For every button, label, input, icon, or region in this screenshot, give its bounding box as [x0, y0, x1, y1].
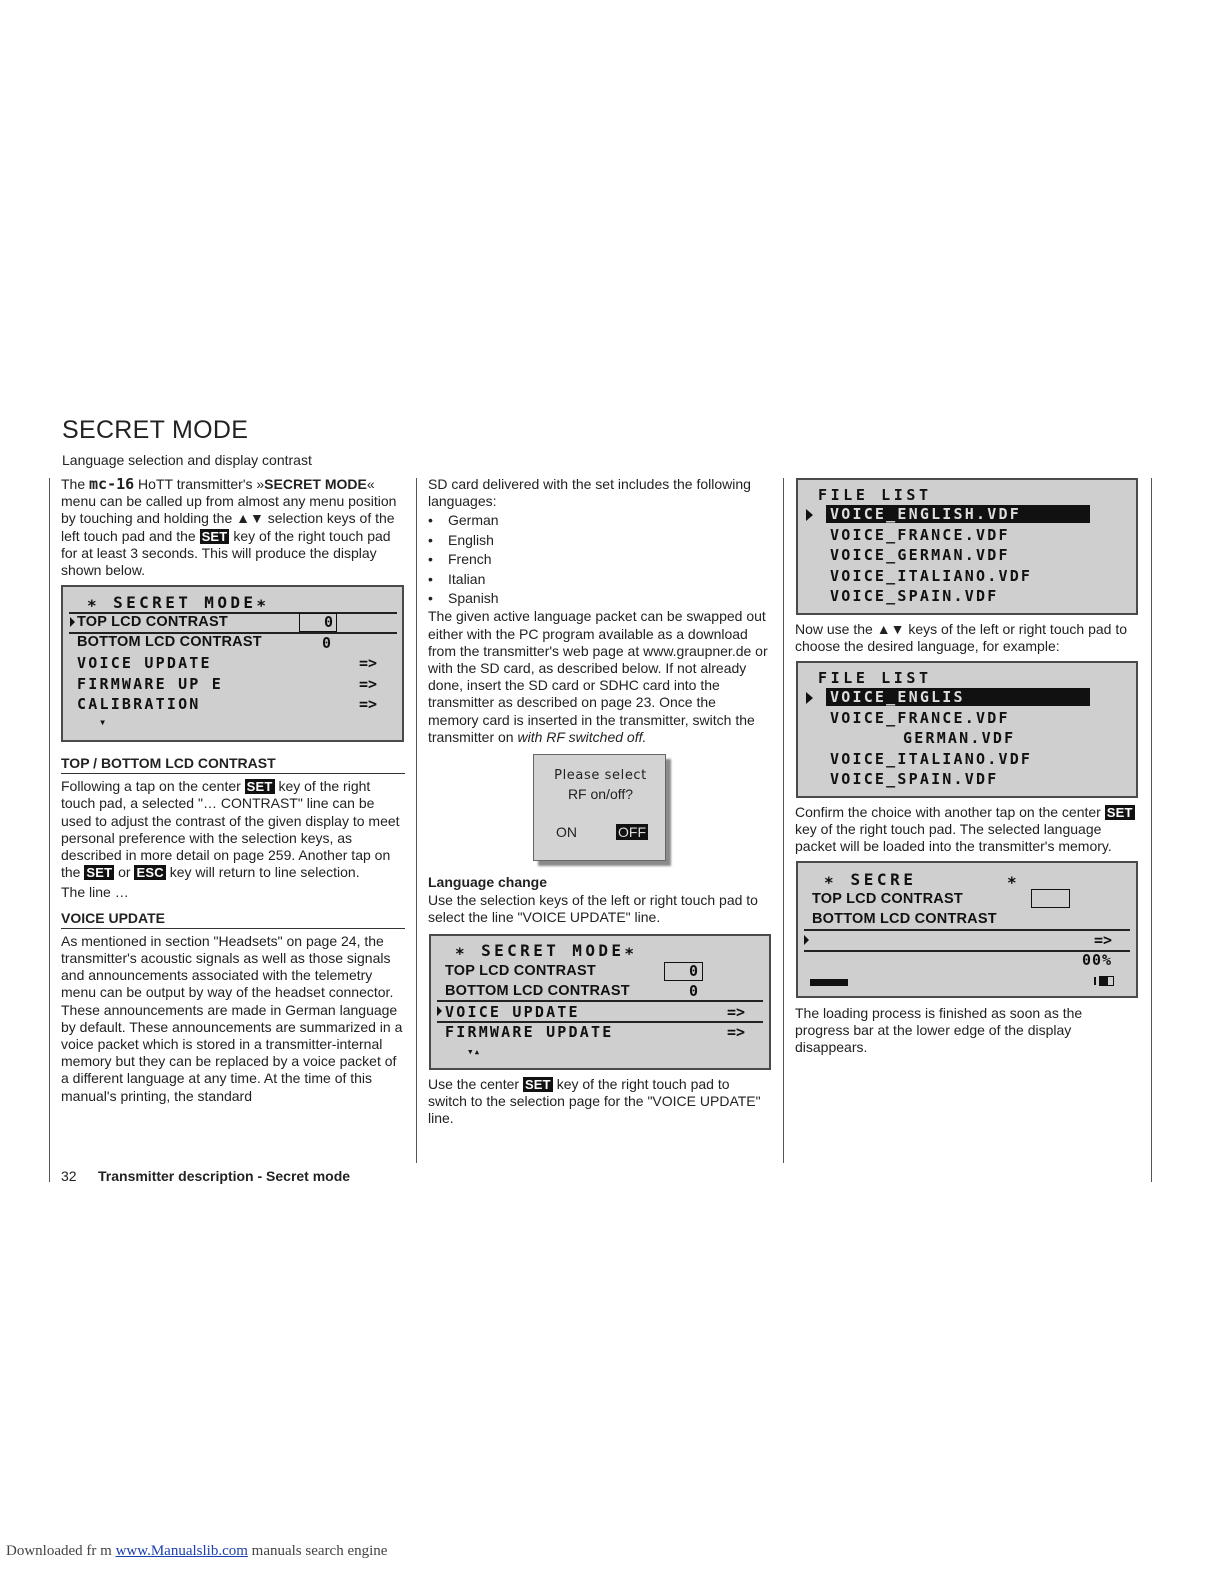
file-item-selected[interactable]: VOICE_ENGLIS: [826, 688, 1090, 706]
progress-bar-track: [810, 979, 1060, 986]
list-item: • English: [428, 531, 770, 550]
set-key: SET: [86, 865, 113, 881]
set-key: SET: [246, 779, 273, 795]
file-item[interactable]: VOICE_GERMAN.VDF: [830, 546, 1010, 564]
heading-language-change: Language change: [428, 874, 548, 890]
column-3-upper: [795, 621, 1140, 656]
bottom-contrast-value: 0: [322, 634, 332, 652]
dialog-line-1: Please select: [554, 768, 647, 783]
file-cursor-icon: [806, 509, 813, 521]
file-item-selected[interactable]: VOICE_ENGLISH.VDF: [826, 505, 1090, 523]
sd-card-paragraph: SD card delivered with the set includes the following languages:: [428, 476, 751, 510]
lcd-row-voice-update[interactable]: VOICE UPDATE: [77, 654, 212, 672]
bottom-contrast-value: 0: [689, 982, 699, 1000]
file-item[interactable]: GERMAN.VDF: [903, 729, 1016, 747]
lcd-title: ∗ SECRE: [824, 870, 917, 889]
download-notice: Downloaded fr m www.Manualslib.com manuals search engine: [6, 1543, 388, 1559]
rf-select-dialog: [533, 754, 666, 861]
list-item: • Spanish: [428, 589, 770, 608]
column-3-middle: [795, 804, 1140, 857]
voice-update-arrow: =>: [727, 1003, 746, 1021]
page-number: 32: [61, 1168, 77, 1184]
column-divider-left: [49, 478, 50, 1182]
lcd-row-bottom-contrast[interactable]: BOTTOM LCD CONTRAST: [77, 634, 262, 650]
column-2-middle: [428, 874, 770, 928]
column-divider-right: [1151, 478, 1152, 1182]
firmware-update-arrow: =>: [727, 1023, 746, 1041]
column-divider-1: [416, 478, 417, 1163]
voice-update-select-paragraph: Use the center SET key of the right touch pad to switch to the selection page for the "VOICE UPDATE" line.: [428, 1076, 761, 1127]
file-item[interactable]: VOICE_SPAIN.VDF: [830, 770, 999, 788]
voice-update-arrow: =>: [359, 654, 378, 672]
top-contrast-value: 0: [689, 962, 699, 980]
lcd-row-firmware-update[interactable]: FIRMWARE UPDATE: [445, 1023, 614, 1041]
top-contrast-value: 0: [324, 613, 334, 631]
list-item: • German: [428, 511, 770, 530]
file-item[interactable]: VOICE_FRANCE.VDF: [830, 709, 1010, 727]
lcd-divider: [437, 1000, 763, 1002]
column-divider-2: [783, 478, 784, 1163]
lcd-title: ∗ SECRET MODE∗: [455, 941, 638, 960]
lcd-row-firmware-update[interactable]: FIRMWARE UP E: [77, 675, 223, 693]
set-key: SET: [201, 528, 228, 544]
progress-percent: 00%: [1082, 951, 1113, 969]
lcd-file-list-2: [796, 661, 1138, 798]
list-item: • French: [428, 550, 770, 569]
brand-logo: mc-16: [89, 475, 135, 493]
lcd-row-bottom-contrast[interactable]: BOTTOM LCD CONTRAST: [445, 983, 630, 999]
calibration-arrow: =>: [359, 695, 378, 713]
intro-paragraph: The mc-16 HoTT transmitter's »SECRET MODE« menu can be called up from almost any menu position by touching and holding the ▲▼ selection keys of the left touch pad and the SET key of the right touch pad for at least 3 seconds. This will produce the display shown below.: [61, 475, 397, 579]
column-1-lower: [61, 745, 405, 1106]
lcd-title: FILE LIST: [818, 669, 932, 687]
progress-bar-fill: [810, 979, 848, 986]
battery-icon: [1094, 976, 1116, 986]
column-2-lower: [428, 1076, 770, 1129]
confirm-paragraph: Confirm the choice with another tap on the center SET key of the right touch pad. The selected language packet will be loaded into the transmitter's memory.: [795, 804, 1133, 855]
scroll-down-icon: ▾: [99, 715, 109, 729]
file-cursor-icon: [806, 692, 813, 704]
page-title: SECRET MODE: [62, 416, 249, 444]
column-2: [428, 476, 770, 747]
file-item[interactable]: VOICE_FRANCE.VDF: [830, 526, 1010, 544]
swap-paragraph: The given active language packet can be swapped out either with the PC program available as a download from the transmitter's web page at www.graupner.de or with the SD card, as described below. If not already done, insert the SD card or SDHC card into the transmitter as described on page 23. Once the memory card is inserted in the transmitter, switch the transmitter on with RF switched off.: [428, 608, 768, 745]
heading-contrast: TOP / BOTTOM LCD CONTRAST: [61, 755, 405, 774]
contrast-paragraph: Following a tap on the center SET key of the right touch pad, a selected "… CONTRAST" line can be used to adjust the contrast of the given display to meet personal preference with the selection keys, as described in more detail on page 259. Another tap on the SET or ESC key will return to line selection.: [61, 778, 400, 881]
row-cursor-icon: [437, 1006, 442, 1016]
row-cursor-icon: [70, 617, 75, 627]
heading-voice-update: VOICE UPDATE: [61, 910, 405, 929]
column-3-lower: [795, 1005, 1140, 1058]
lcd-loading: [796, 861, 1138, 998]
lcd-title-star: ∗: [1007, 870, 1019, 889]
manualslib-link[interactable]: www.Manualslib.com: [115, 1543, 248, 1559]
lcd-row-top-contrast[interactable]: TOP LCD CONTRAST: [445, 963, 596, 979]
lcd-row-top-contrast[interactable]: TOP LCD CONTRAST: [77, 614, 228, 630]
file-item[interactable]: VOICE_ITALIANO.VDF: [830, 750, 1033, 768]
dialog-line-2: RF on/off?: [567, 786, 634, 802]
lcd-secret-mode-menu: [61, 585, 404, 742]
esc-key: ESC: [136, 865, 164, 881]
lcd-title: FILE LIST: [818, 486, 932, 504]
loading-finished-paragraph: The loading process is finished as soon as the progress bar at the lower edge of the display disappears.: [795, 1005, 1083, 1056]
column-1: [61, 476, 405, 580]
lcd-row-bottom-contrast[interactable]: BOTTOM LCD CONTRAST: [812, 911, 997, 927]
row-arrow: =>: [1094, 931, 1113, 949]
language-list: [428, 511, 770, 608]
lcd-row-voice-update[interactable]: VOICE UPDATE: [445, 1003, 580, 1021]
footer-section: Transmitter description - Secret mode: [98, 1168, 351, 1184]
lcd-divider: [804, 929, 1130, 931]
lcd-row-top-contrast[interactable]: TOP LCD CONTRAST: [812, 891, 963, 907]
file-item[interactable]: VOICE_ITALIANO.VDF: [830, 567, 1033, 585]
choose-language-paragraph: Now use the ▲▼ keys of the left or right touch pad to choose the desired language, for example:: [795, 621, 1127, 655]
language-change-paragraph: Use the selection keys of the left or right touch pad to select the line "VOICE UPDATE" line.: [428, 892, 758, 926]
file-item[interactable]: VOICE_SPAIN.VDF: [830, 587, 999, 605]
voice-update-paragraph: As mentioned in section "Headsets" on page 24, the transmitter's acoustic signals as well as those signals and announcements associated with the telemetry menu can be output by way of the headset connector. These announcements are made in German language by default. These announcements are summarized in a voice packet which is stored in a transmitter-internal memory but they can be replaced by a voice packet of a different language at any time. At the time of this manual's printing, the standard: [61, 932, 403, 1104]
rf-on-option[interactable]: ON: [556, 824, 577, 840]
lcd-secret-mode-voice-selected: [429, 934, 771, 1070]
row-cursor-icon: [804, 935, 809, 945]
firmware-update-arrow: =>: [359, 675, 378, 693]
set-key: SET: [1106, 805, 1133, 820]
lcd-row-calibration[interactable]: CALIBRATION: [77, 695, 201, 713]
rf-off-option[interactable]: OFF: [618, 824, 646, 840]
list-item: • Italian: [428, 570, 770, 589]
contrast-value-box: [1031, 889, 1070, 908]
line-paragraph: The line …: [61, 884, 129, 901]
scroll-up-down-icon: ▾▴: [467, 1045, 481, 1058]
set-key: SET: [524, 1077, 551, 1092]
lcd-title: ∗ SECRET MODE∗: [87, 593, 270, 612]
page-subtitle: Language selection and display contrast: [62, 452, 312, 468]
lcd-file-list-1: [796, 478, 1138, 615]
